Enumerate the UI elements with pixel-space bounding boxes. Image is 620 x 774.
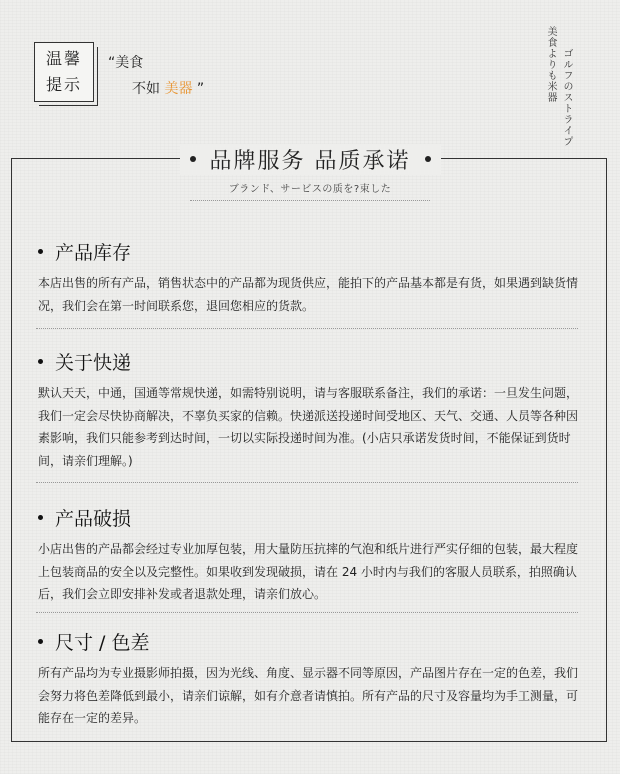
bullet-icon: [38, 515, 43, 520]
section-divider: [36, 612, 578, 613]
badge-line-1: 温馨: [45, 49, 82, 68]
section-size-color: [38, 628, 584, 730]
quote-line-1: “美食: [108, 55, 144, 71]
section-title: [38, 628, 584, 654]
section-body: 小店出售的产品都会经过专业加厚包装，用大量防压抗摔的气泡和纸片进行严实仔细的包装，最大程度上包装商品的安全以及完整性。如果收到发现破损，请在 24 小时内与我们的客服人员联系，拍照确认后，我们会立即安排补发或者退款处理，请亲们放心。: [38, 542, 579, 601]
section-title-text: 产品破损: [55, 507, 132, 530]
title-dot-icon: [190, 156, 196, 162]
bullet-icon: [38, 359, 43, 364]
quote-highlight: 美器: [164, 81, 193, 97]
badge-line-2: 提示: [45, 75, 82, 94]
section-title: [38, 504, 584, 530]
section-title: [38, 348, 584, 374]
section-title-text: 产品库存: [55, 241, 132, 264]
page-subtitle: ブランド、サービスの质を?束した: [228, 184, 392, 195]
heading-wrap: [0, 144, 620, 174]
quote-line-2: [132, 78, 204, 98]
vertical-text-1: 美食よりも米器: [545, 26, 556, 103]
subtitle-divider: [190, 200, 430, 201]
section-stock: [38, 238, 584, 317]
section-title-text: 尺寸 / 色差: [55, 631, 150, 654]
bullet-icon: [38, 249, 43, 254]
vertical-text-2: ゴルフのストライプ: [561, 48, 572, 147]
section-damage: [38, 504, 584, 606]
section-body: 默认天天，中通，国通等常规快递，如需特别说明，请与客服联系备注，我们的承诺：一旦发生问题，我们一定会尽快协商解决，不辜负买家的信赖。快递派送投递时间受地区、天气、交通、人员等各种因素影响，我们只能参考到达时间，一切以实际投递时间为准。(小店只承诺发货时间，不能保证到货时间，请亲们理解。): [38, 386, 579, 468]
bullet-icon: [38, 639, 43, 644]
quote-text: 不如: [132, 81, 160, 97]
section-delivery: [38, 348, 584, 472]
section-body: 所有产品均为专业摄影师拍摄，因为光线、角度、显示器不同等原因，产品图片存在一定的色差，我们会努力将色差降低到最小，请亲们谅解，如有介意者请慎拍。所有产品的尺寸及容量均为手工测量，可能存在一定的差异。: [38, 666, 579, 725]
page-title-text: 品牌服务 品质承诺: [209, 148, 411, 174]
section-body: 本店出售的所有产品，销售状态中的产品都为现货供应，能拍下的产品基本都是有货，如果遇到缺货情况，我们会在第一时间联系您，退回您相应的货款。: [38, 276, 579, 313]
section-divider: [36, 482, 578, 483]
quote-close: ”: [196, 81, 205, 97]
page-title: [180, 144, 441, 175]
section-title: [38, 238, 584, 264]
tip-badge: [34, 42, 94, 102]
title-dot-icon: [425, 156, 431, 162]
section-title-text: 关于快递: [55, 351, 132, 374]
section-divider: [36, 328, 578, 329]
